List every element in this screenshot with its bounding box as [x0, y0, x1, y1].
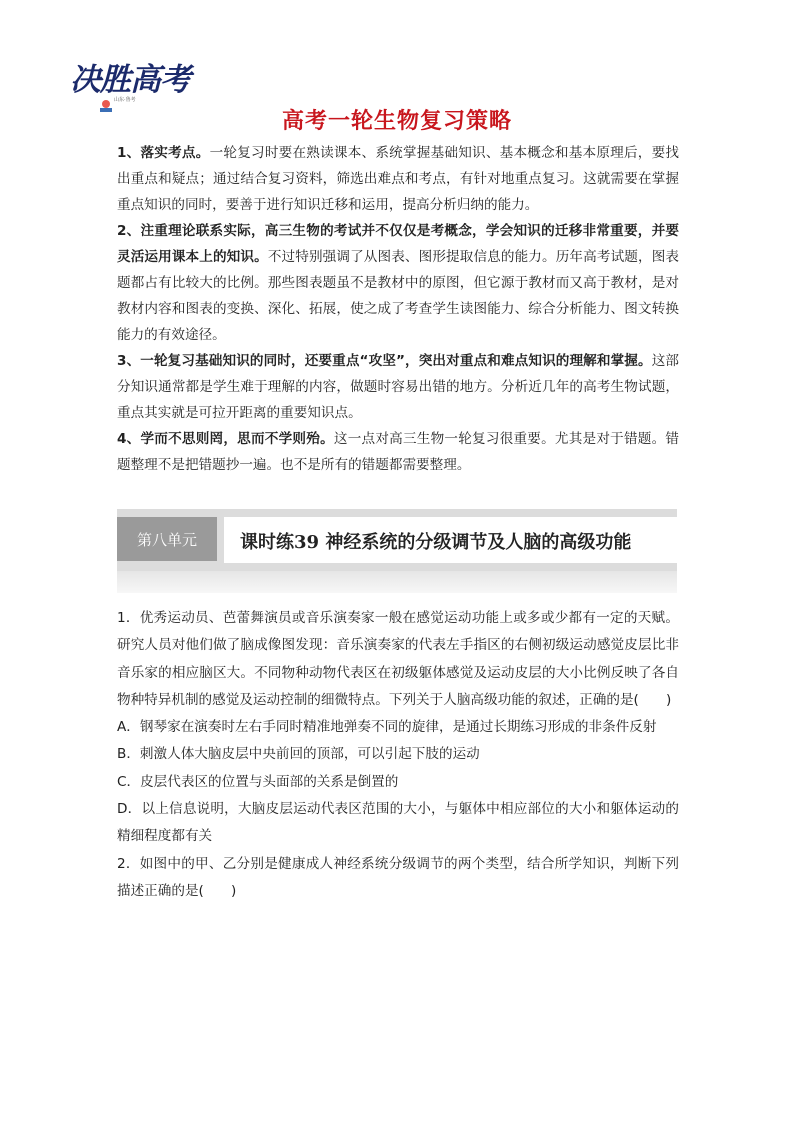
strategy-section	[117, 140, 679, 478]
unit-title-box	[224, 517, 677, 563]
strategy-body: 这部分知识通常都是学生难于理解的内容，做题时容易出错的地方。分析近几年的高考生物试题，重点其实就是可拉开距离的重要知识点。	[117, 353, 680, 421]
strategy-item	[117, 218, 679, 348]
strategy-lead: 4、学而不思则罔，思而不学则殆。	[117, 431, 334, 447]
logo-text: 决胜高考	[70, 62, 190, 98]
strategy-lead: 1、落实考点。	[117, 145, 210, 161]
strategy-body: 一轮复习时要在熟读课本、系统掌握基础知识、基本概念和基本原理后，要找出重点和疑点；通过结合复习资料，筛选出难点和考点，有针对地重点复习。这就需要在掌握重点知识的同时，要善于进行知识迁移和运用，提高分析归纳的能力。	[117, 145, 679, 213]
strategy-item	[117, 140, 679, 218]
strategy-lead: 2、注重理论联系实际，高三生物的考试并不仅仅是考概念，学会知识的迁移非常重要，并要灵活运用课本上的知识。	[117, 223, 679, 265]
logo-subtitle: 山东·鲁考	[114, 97, 136, 103]
page-title: 高考一轮生物复习策略	[281, 109, 512, 134]
strategy-body: 这一点对高三生物一轮复习很重要。尤其是对于错题。错题整理不是把错题抄一遍。也不是所有的错题都需要整理。	[117, 431, 680, 473]
strategy-item	[117, 426, 679, 478]
questions-section	[117, 605, 679, 905]
unit-tag: 第八单元	[117, 517, 217, 561]
question-option: C．皮层代表区的位置与头面部的关系是倒置的	[117, 773, 399, 790]
unit-header-shadow	[117, 571, 677, 593]
unit-title: 课时练39 神经系统的分级调节及人脑的高级功能	[240, 532, 632, 553]
strategy-body: 不过特别强调了从图表、图形提取信息的能力。历年高考试题，图表题都占有比较大的比例。那些图表题虽不是教材中的原图，但它源于教材而又高于教材，是对教材内容和图表的变换、深化、拓展，使之成了考查学生读图能力、综合分析能力、图文转换能力的有效途径。	[117, 249, 679, 343]
question-stem: 2．如图中的甲、乙分别是健康成人神经系统分级调节的两个类型，结合所学知识，判断下列描述正确的是( )	[117, 855, 679, 899]
strategy-lead: 3、一轮复习基础知识的同时，还要重点“攻坚”，突出对重点和难点知识的理解和掌握。	[117, 353, 652, 369]
strategy-item	[117, 348, 679, 426]
question-stem: 1．优秀运动员、芭蕾舞演员或音乐演奏家一般在感觉运动功能上或多或少都有一定的天赋。研究人员对他们做了脑成像图发现：音乐演奏家的代表左手指区的右侧初级运动感觉皮层比非音乐家的相应脑区大。不同物种动物代表区在初级躯体感觉及运动皮层的大小比例反映了各自物种特异机制的感觉及运动控制的细微特点。下列关于人脑高级功能的叙述，正确的是( )	[117, 610, 679, 708]
question-option: A．钢琴家在演奏时左右手同时精准地弹奏不同的旋律，是通过长期练习形成的非条件反射	[117, 719, 657, 736]
question-option: B．刺激人体大脑皮层中央前回的顶部，可以引起下肢的运动	[117, 746, 480, 763]
unit-header	[117, 509, 677, 589]
question-option: D．以上信息说明，大脑皮层运动代表区范围的大小，与躯体中相应部位的大小和躯体运动的精细程度都有关	[117, 801, 679, 845]
